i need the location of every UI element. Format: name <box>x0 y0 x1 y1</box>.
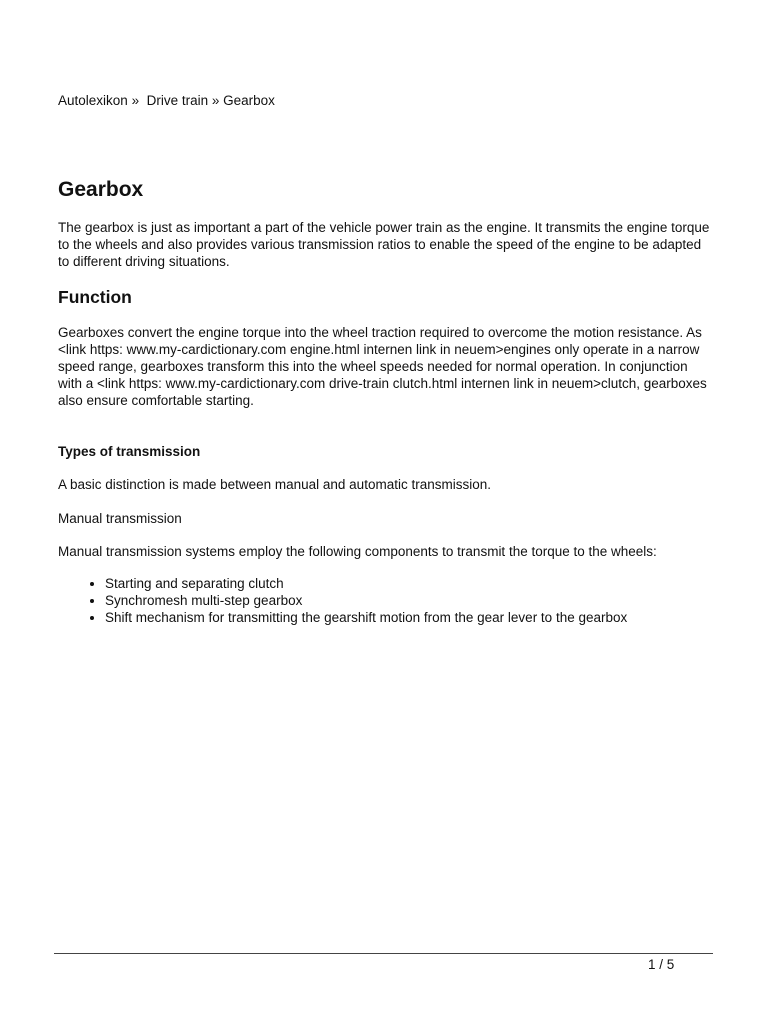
breadcrumb-separator: » <box>211 93 220 108</box>
list-item: • Synchromesh multi-step gearbox <box>105 592 627 609</box>
list-item: • Starting and separating clutch <box>105 575 627 592</box>
function-heading: Function <box>58 287 132 307</box>
breadcrumb-item-drive-train[interactable]: Drive train <box>146 93 209 108</box>
page-title: Gearbox <box>58 178 144 201</box>
components-list <box>88 575 627 626</box>
intro-paragraph: The gearbox is just as important a part of the vehicle power train as the engine. It transmits the engine torque to the wheels and also provides various transmission ratios to enable the speed of the engine to be adapted to different driving situations. <box>58 220 710 269</box>
breadcrumb <box>58 92 275 110</box>
breadcrumb-item-gearbox[interactable]: Gearbox <box>223 93 275 108</box>
components-intro-paragraph: Manual transmission systems employ the following components to transmit the torque to the wheels: <box>58 544 657 559</box>
footer-divider <box>54 953 713 954</box>
breadcrumb-item-autolexikon[interactable]: Autolexikon <box>58 93 128 108</box>
types-heading: Types of transmission <box>58 444 201 459</box>
function-paragraph: Gearboxes convert the engine torque into the wheel traction required to overcome the motion resistance. As <link https: www.my-cardictionary.com engine.html internen link in neuem>engines only operate in a narrow speed range, gearboxes transform this into the wheel speeds needed for normal operation. In conjunction with a <link https: www.my-cardictionary.com drive-train clutch.html internen link in neuem>clutch, gearboxes also ensure comfortable starting. <box>58 325 707 408</box>
breadcrumb-separator: » <box>131 93 140 108</box>
page-number: 1 / 5 <box>648 957 675 972</box>
manual-transmission-label: Manual transmission <box>58 511 182 526</box>
list-item: • Shift mechanism for transmitting the gearshift motion from the gear lever to the gearbox <box>105 609 627 626</box>
distinction-paragraph: A basic distinction is made between manual and automatic transmission. <box>58 477 491 492</box>
